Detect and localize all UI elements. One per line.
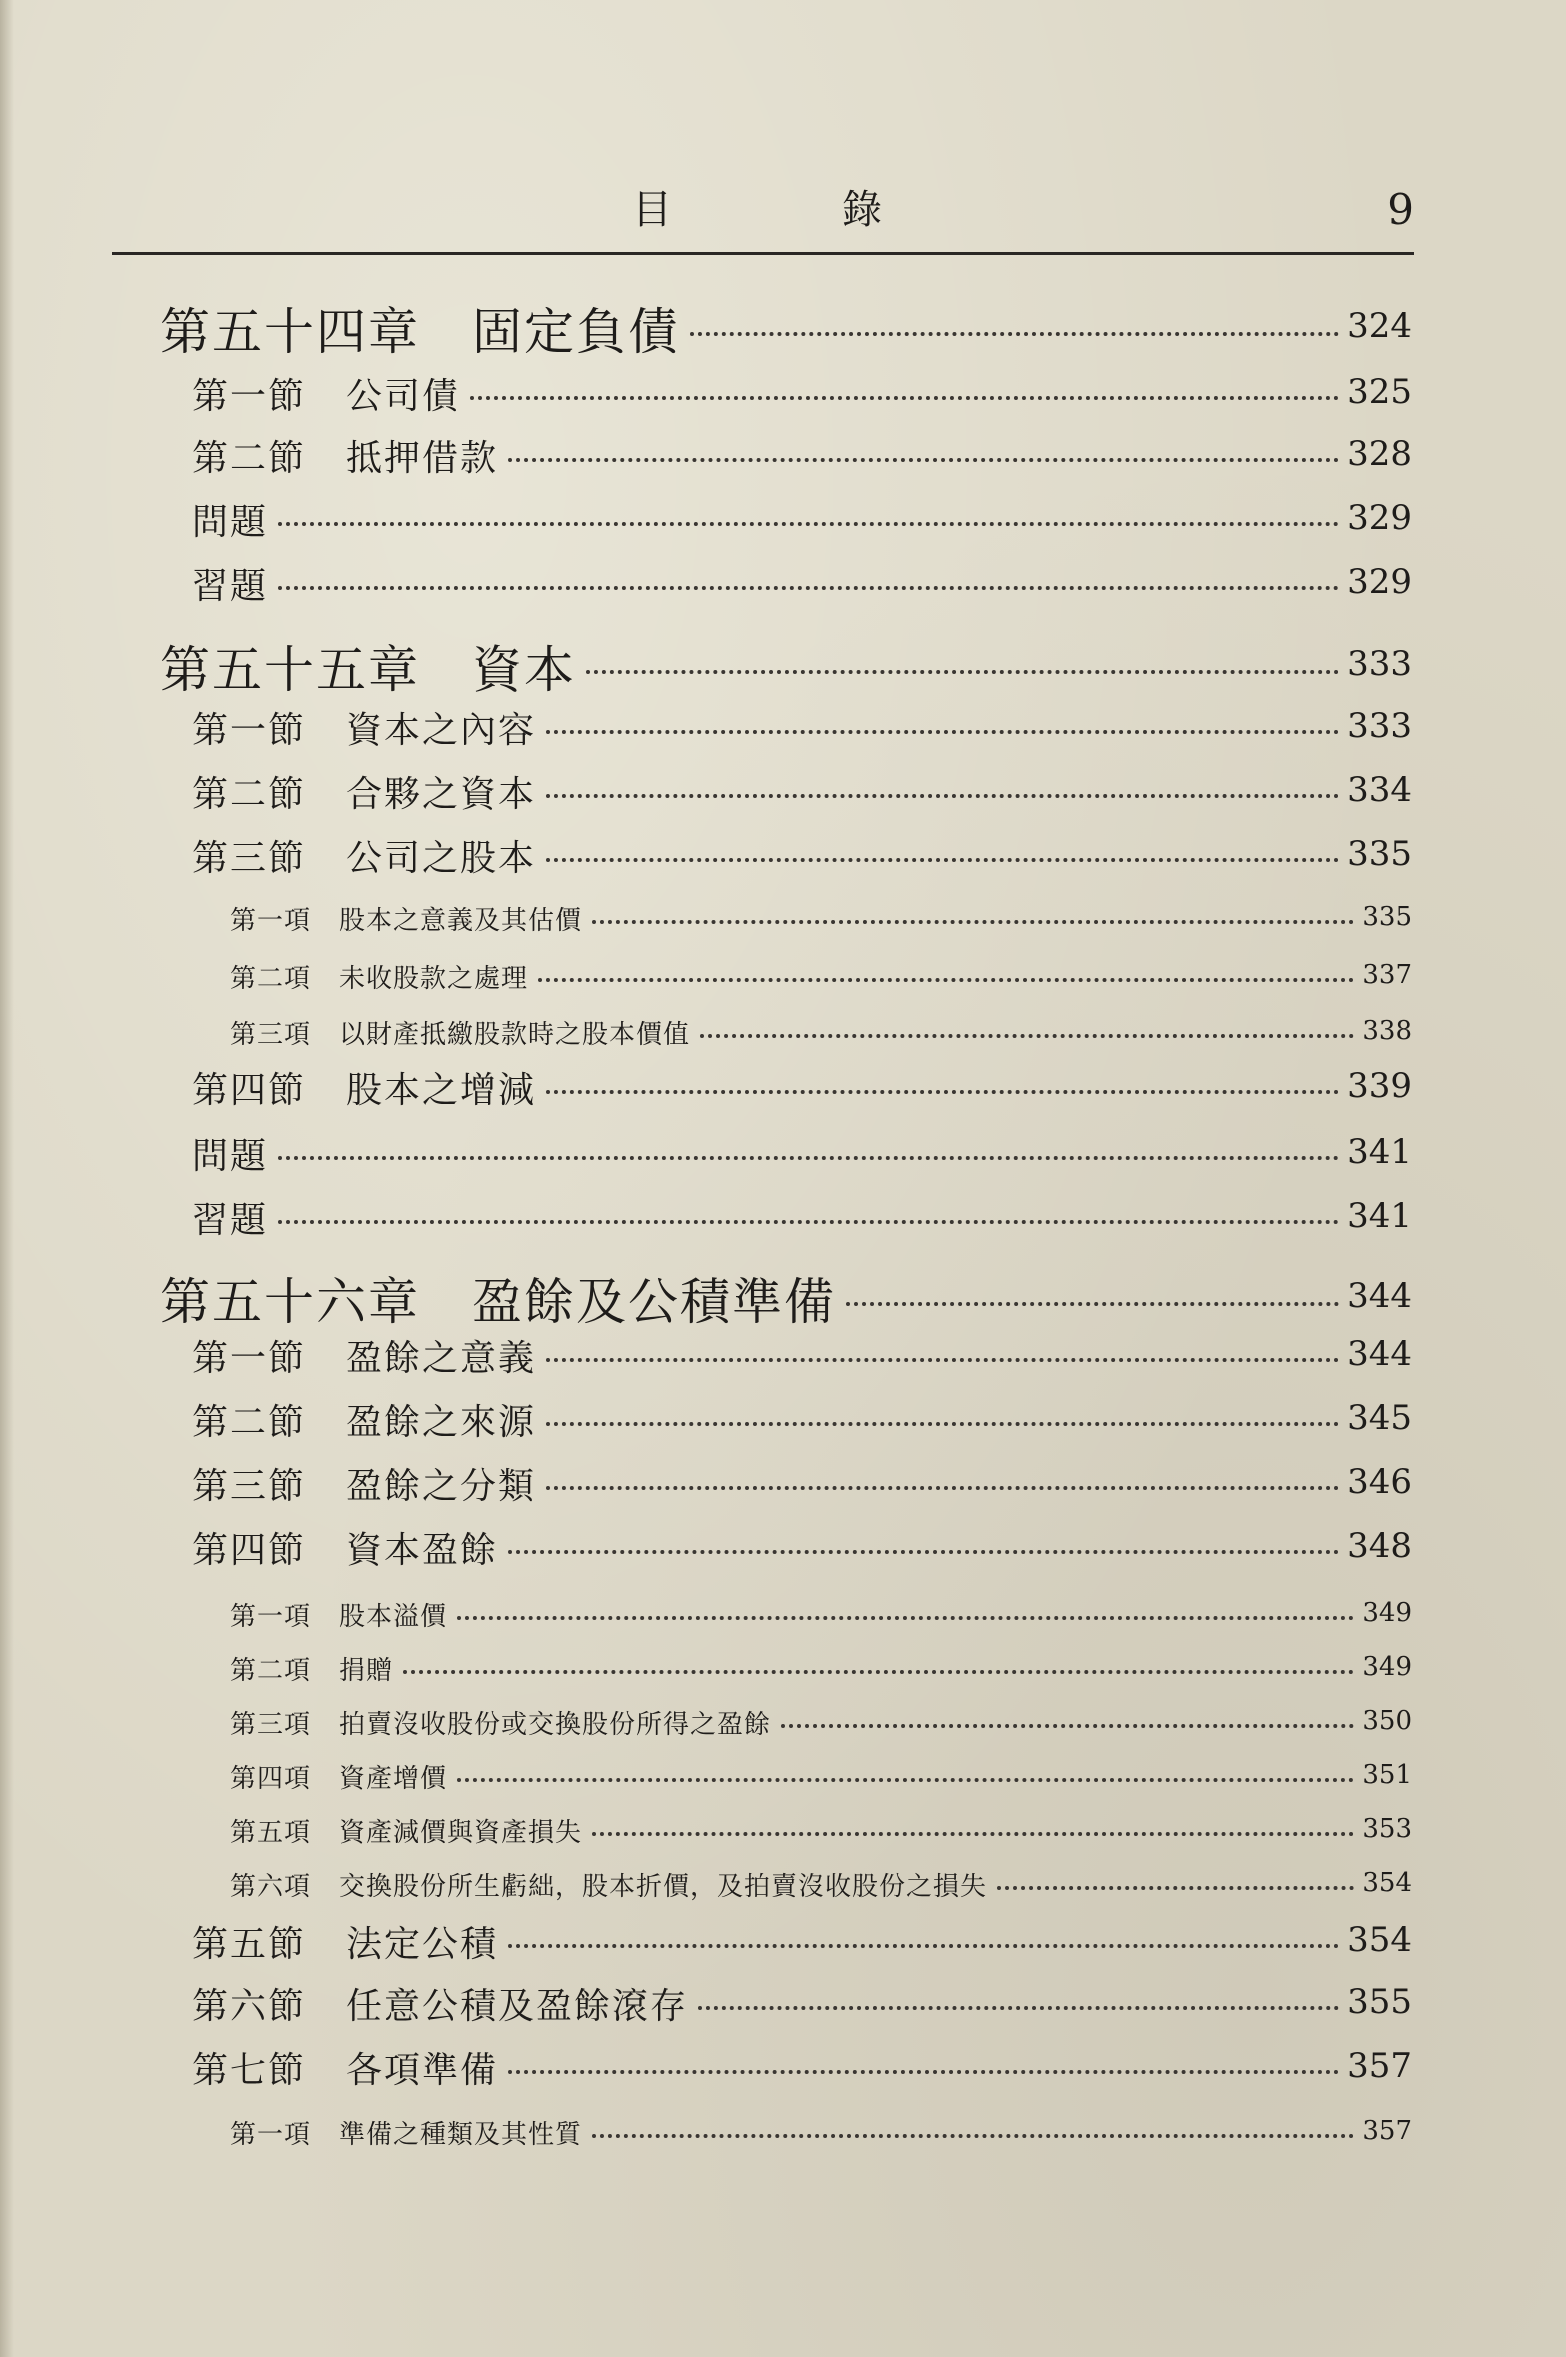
toc-item-row[interactable] [0,1812,1566,1852]
toc-entry-number: 第四項 [230,1764,312,1794]
toc-item-row[interactable] [0,1596,1566,1636]
toc-entry-title: 股本之增減 [346,1070,537,1111]
toc-entry-page: 325 [1347,372,1412,412]
toc-entry-page: 328 [1347,434,1412,474]
toc-entry-page: 339 [1347,1066,1412,1106]
toc-entry-number: 第二節 [192,774,307,815]
toc-entry-page: 357 [1347,2046,1412,2086]
toc-entry-label [230,1866,987,1903]
toc-entry-page: 324 [1347,306,1412,346]
toc-section-row[interactable] [0,1458,1566,1514]
toc-chapter-row[interactable] [0,630,1566,700]
toc-entry-number: 第一項 [230,1602,312,1632]
toc-entry-page: 353 [1362,1814,1412,1844]
leader-dots [278,522,1339,526]
leader-dots [781,1724,1354,1728]
toc-entry-number: 第七節 [192,2050,307,2091]
toc-entry-title: 公司債 [346,376,461,417]
toc-entry-title: 以財產抵繳股款時之股本價值 [339,1020,691,1050]
leader-dots [546,1486,1339,1490]
toc-entry-number: 第六項 [230,1872,312,1902]
leader-dots [546,794,1339,798]
toc-entry-title: 資本之內容 [346,710,537,751]
toc-item-row[interactable] [0,1704,1566,1744]
toc-section-row[interactable] [0,702,1566,758]
toc-item-row[interactable] [0,958,1566,998]
toc-entry-number: 第三項 [230,1710,312,1740]
toc-entry-title: 抵押借款 [346,438,499,479]
toc-entry-label [192,558,268,609]
leader-dots [592,920,1354,924]
toc-section-row[interactable] [0,1394,1566,1450]
toc-entry-label [230,2114,582,2151]
toc-entry-title: 股本溢價 [339,1602,448,1632]
toc-entry-number: 問題 [192,1136,269,1177]
header-rule [112,252,1414,255]
toc-section-row[interactable] [0,766,1566,822]
toc-entry-page: 334 [1347,770,1412,810]
toc-entry-page: 335 [1347,834,1412,874]
toc-entry-number: 第一節 [192,376,307,417]
leader-dots [846,1302,1339,1306]
toc-entry-title: 準備之種類及其性質 [339,2120,583,2150]
leader-dots [278,1220,1339,1224]
toc-entry-page: 329 [1347,498,1412,538]
toc-entry-number: 第一節 [192,1338,307,1379]
toc-entry-title: 資產減價與資產損失 [339,1818,583,1848]
toc-entry-title: 拍賣沒收股份或交換股份所得之盈餘 [339,1710,772,1740]
toc-item-row[interactable] [0,1014,1566,1054]
toc-entry-label [230,1650,393,1687]
toc-entry-page: 344 [1347,1334,1412,1374]
toc-entry-page: 333 [1347,706,1412,746]
toc-entry-title: 各項準備 [346,2050,499,2091]
toc-chapter-row[interactable] [0,1262,1566,1332]
toc-entry-label [192,1394,536,1445]
toc-section-row[interactable] [0,1330,1566,1386]
leader-dots [546,1090,1339,1094]
toc-entry-number: 問題 [192,502,269,543]
toc-entry-label [192,830,536,881]
toc-entry-number: 第三節 [192,838,307,879]
toc-entry-label [192,1978,688,2029]
toc-entry-page: 354 [1347,1920,1412,1960]
toc-entry-page: 337 [1362,960,1412,990]
toc-entry-number: 第二節 [192,438,307,479]
toc-item-row[interactable] [0,1866,1566,1906]
leader-dots [457,1616,1354,1620]
leader-dots [508,2070,1339,2074]
leader-dots [508,1550,1339,1554]
toc-section-row[interactable] [0,2042,1566,2098]
toc-entry-label [230,900,582,937]
toc-entry-title: 資本盈餘 [346,1530,499,1571]
toc-entry-page: 338 [1362,1016,1412,1046]
toc-entry-title: 盈餘之意義 [346,1338,537,1379]
leader-dots [586,670,1339,674]
leader-dots [457,1778,1354,1782]
leader-dots [546,730,1339,734]
toc-section-row[interactable] [0,430,1566,486]
toc-item-row[interactable] [0,900,1566,940]
toc-section-row[interactable] [0,1128,1566,1184]
toc-entry-number: 第二項 [230,964,312,994]
leader-dots [546,858,1339,862]
toc-entry-label [192,494,268,545]
leader-dots [700,1034,1354,1038]
toc-entry-label [160,1262,836,1334]
toc-entry-title: 合夥之資本 [346,774,537,815]
toc-entry-title: 資本 [472,641,576,699]
toc-entry-number: 第三項 [230,1020,312,1050]
toc-entry-page: 345 [1347,1398,1412,1438]
leader-dots [508,1944,1339,1948]
toc-entry-page: 349 [1362,1598,1412,1628]
toc-section-row[interactable] [0,494,1566,550]
running-header [112,175,1412,245]
toc-entry-label [160,292,680,364]
leader-dots [592,2134,1354,2138]
toc-entry-page: 346 [1347,1462,1412,1502]
toc-entry-title: 未收股款之處理 [339,964,529,994]
toc-entry-page: 333 [1347,644,1412,684]
toc-entry-number: 習題 [192,1200,269,1241]
toc-entry-number: 第一項 [230,2120,312,2150]
toc-entry-page: 344 [1347,1276,1412,1316]
toc-entry-label [192,1128,268,1179]
toc-entry-page: 355 [1347,1982,1412,2022]
toc-entry-page: 349 [1362,1652,1412,1682]
toc-item-row[interactable] [0,1650,1566,1690]
toc-entry-number: 第二節 [192,1402,307,1443]
toc-entry-title: 交換股份所生虧絀，股本折價，及拍賣沒收股份之損失 [339,1872,988,1902]
leader-dots [546,1422,1339,1426]
toc-entry-number: 第二項 [230,1656,312,1686]
toc-section-row[interactable] [0,830,1566,886]
page-number: 9 [1387,185,1414,234]
header-title-part1: 目 [632,187,672,233]
toc-entry-number: 第三節 [192,1466,307,1507]
toc-entry-number: 第一節 [192,710,307,751]
toc-entry-label [192,1192,268,1243]
leader-dots [403,1670,1354,1674]
toc-entry-label [230,958,528,995]
toc-entry-label [192,2042,498,2093]
toc-section-row[interactable] [0,368,1566,424]
toc-entry-label [192,1522,498,1573]
toc-entry-title: 盈餘之來源 [346,1402,537,1443]
toc-entry-label [192,1916,498,1967]
toc-entry-title: 公司之股本 [346,838,537,879]
toc-entry-number: 第四節 [192,1070,307,1111]
leader-dots [690,332,1339,336]
toc-item-row[interactable] [0,1758,1566,1798]
toc-entry-label [230,1758,447,1795]
toc-section-row[interactable] [0,1192,1566,1248]
toc-entry-page: 351 [1362,1760,1412,1790]
toc-entry-label [192,1330,536,1381]
toc-entry-number: 習題 [192,566,269,607]
toc-entry-page: 341 [1347,1132,1412,1172]
toc-entry-number: 第五十五章 [160,641,420,699]
toc-entry-number: 第五十六章 [160,1273,420,1331]
toc-item-row[interactable] [0,2114,1566,2154]
toc-entry-label [192,430,498,481]
toc-entry-page: 329 [1347,562,1412,602]
leader-dots [278,586,1339,590]
toc-section-row[interactable] [0,1978,1566,2034]
toc-entry-page: 348 [1347,1526,1412,1566]
toc-entry-label [192,702,536,753]
toc-entry-number: 第五十四章 [160,303,420,361]
toc-section-row[interactable] [0,558,1566,614]
toc-entry-number: 第一項 [230,906,312,936]
toc-entry-number: 第四節 [192,1530,307,1571]
toc-entry-page: 350 [1362,1706,1412,1736]
toc-entry-label [230,1812,582,1849]
leader-dots [997,1886,1354,1890]
toc-entry-title: 任意公積及盈餘滾存 [346,1986,689,2027]
toc-entry-page: 357 [1362,2116,1412,2146]
toc-entry-number: 第五節 [192,1924,307,1965]
toc-entry-title: 法定公積 [346,1924,499,1965]
toc-section-row[interactable] [0,1062,1566,1118]
leader-dots [698,2006,1339,2010]
leader-dots [470,396,1339,400]
toc-entry-label [192,1458,536,1509]
toc-entry-number: 第六節 [192,1986,307,2027]
leader-dots [592,1832,1354,1836]
leader-dots [508,458,1339,462]
toc-entry-title: 股本之意義及其估價 [339,906,583,936]
leader-dots [538,978,1354,982]
toc-entry-number: 第五項 [230,1818,312,1848]
header-title-part2: 錄 [842,187,882,233]
toc-entry-label [160,630,576,702]
toc-section-row[interactable] [0,1522,1566,1578]
toc-entry-title: 捐贈 [339,1656,394,1686]
toc-entry-page: 341 [1347,1196,1412,1236]
toc-entry-title: 資產增價 [339,1764,448,1794]
toc-entry-label [192,368,460,419]
toc-entry-label [230,1596,447,1633]
toc-entry-label [230,1014,690,1051]
toc-chapter-row[interactable] [0,292,1566,362]
toc-entry-title: 固定負債 [472,303,680,361]
toc-entry-label [192,1062,536,1113]
toc-entry-label [230,1704,771,1741]
toc-entry-page: 335 [1362,902,1412,932]
toc-entry-title: 盈餘之分類 [346,1466,537,1507]
toc-entry-title: 盈餘及公積準備 [472,1273,836,1331]
leader-dots [278,1156,1339,1160]
toc-entry-label [192,766,536,817]
leader-dots [546,1358,1339,1362]
toc-entry-page: 354 [1362,1868,1412,1898]
toc-section-row[interactable] [0,1916,1566,1972]
